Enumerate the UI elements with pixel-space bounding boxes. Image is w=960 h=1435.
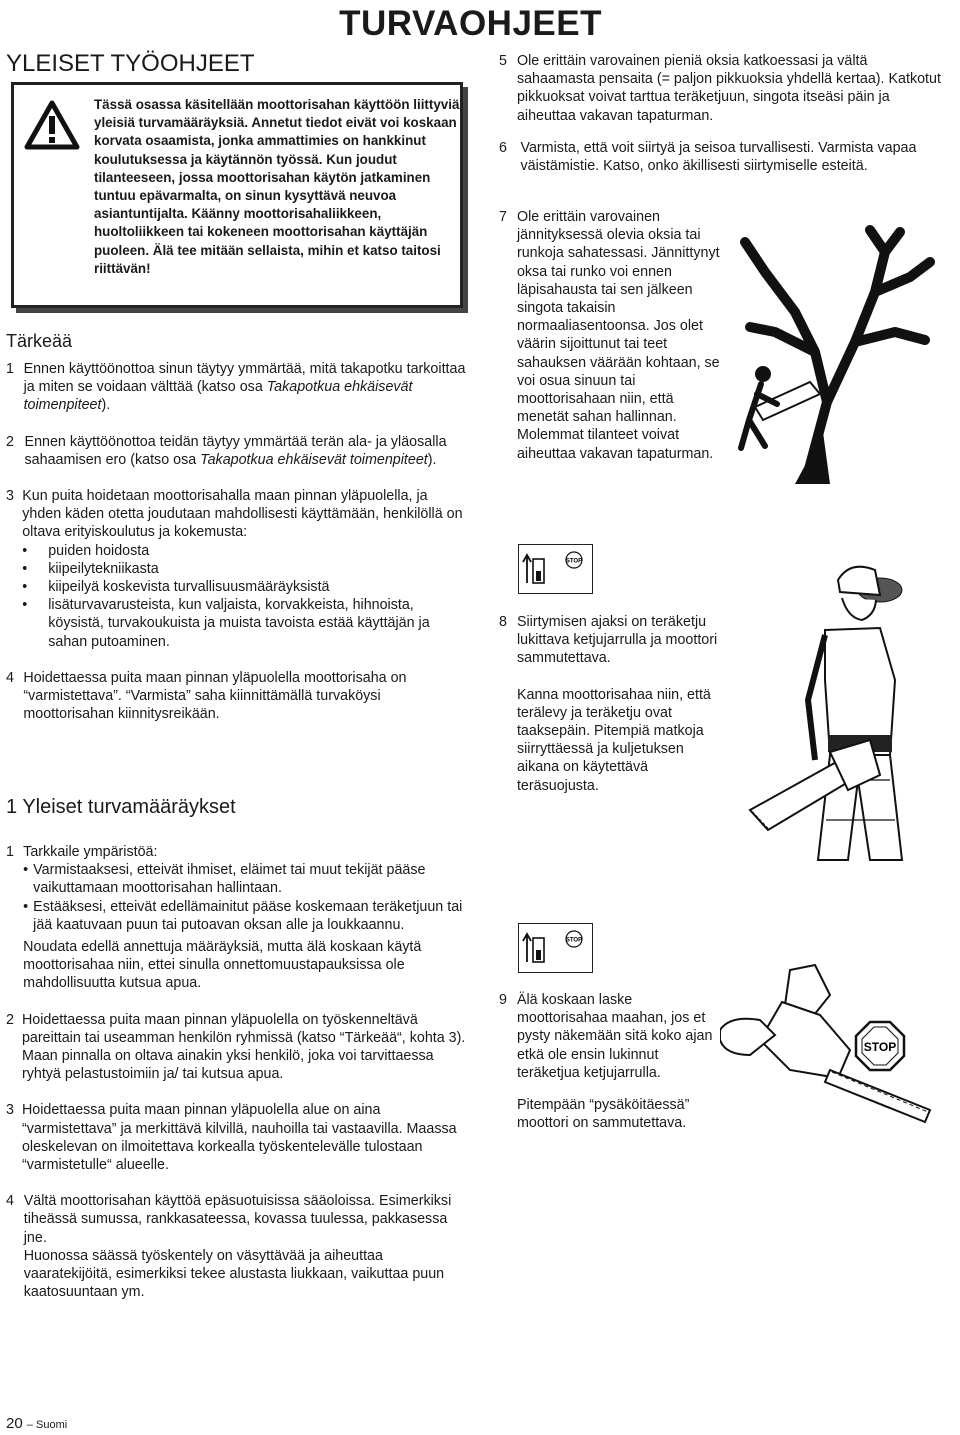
right-item-9: 9 Älä koskaan laske moottorisahaa maahan, jos et pysty näkemään sitä koko ajan etkä ole ensin lukinnut teräketjua ketjujarrulla. Pitempään “pysäköitäessä” moottori on sammutettava. xyxy=(499,992,713,1132)
warning-icon xyxy=(24,100,80,150)
page-header-title: TURVAOHJEET xyxy=(339,4,602,43)
chain-brake-icon xyxy=(519,545,592,593)
right-item-8: 8 Siirtymisen ajaksi on teräketju lukittava ketjujarrulla ja moottori sammutettava. Kanna moottorisahaa niin, että terälevy ja teräketju ovat taaksepäin. Pitempiä matkoja siirryttäessä ja kuljetuksen aikana on käytettävä teräsuojusta. xyxy=(499,614,718,794)
important-item-4: 4 Hoidettaessa puita maan pinnan yläpuolella moottorisaha on “varmistettava”. “Varmista” saha kiinnittämällä turvaköysi moottorisahan kiinnitysreikään. xyxy=(6,669,407,723)
important-item-2: 2 Ennen käyttöönottoa teidän täytyy ymmärtää terän ala- ja yläosalla sahaamisen ero (katso osa Takapotkua ehkäisevät toimenpiteet). xyxy=(6,433,447,468)
chainsaw-stop-illustration xyxy=(720,960,950,1125)
list-item: • kiipeilytekniikasta xyxy=(22,560,466,578)
important-item-3-bullets xyxy=(22,542,466,651)
list-item: • kiipeilyä koskevista turvallisuusmääräyksistä xyxy=(22,578,466,596)
chain-brake-stop-symbol-2 xyxy=(518,923,593,973)
general-item-3: 3 Hoidettaessa puita maan pinnan yläpuolella alue on aina “varmistettava” ja merkittävä kilvillä, nauhoilla tai vastaavilla. Maassa oleskelevan on ilmoitettava korkealla työskentelevälle tulostaan “varmistetulle“ alueelle. xyxy=(6,1102,457,1174)
general-item-4: 4 Vältä moottorisahan käyttöä epäsuotuisissa sääoloissa. Esimerkiksi tiheässä sumussa, rankkasateessa, kovassa tuulessa, pakkasessa jne. Huonossa säässä työskentely on väsyttävää ja aiheuttaa vaaratekijöitä, esimerkiksi tekee alustasta liukkaan, vaikuttaa puun kaatosuuntaan ym. xyxy=(6,1193,452,1301)
page-footer xyxy=(6,1415,67,1432)
important-title: Tärkeää xyxy=(6,331,73,351)
general-item-1-bullets xyxy=(23,861,466,934)
important-item-3: 3 Kun puita hoidetaan moottorisahalla maan pinnan yläpuolella, ja yhden käden otetta joudutaan mahdollisesti käyttämään, henkilöllä on oltava erityiskoulutus ja kokemusta: • puiden hoidosta • kiipeilytekniikasta • kiipeilyä koskevista turvallisuusmääräyksistä • lisäturvavarusteista, kun valjaista, korvakkeista, hihnoista, köysistä, turvakoukuista ja muista tavoista estää käyttäjän ja sahan putoaminen. xyxy=(6,487,466,651)
stop-sign-label: STOP xyxy=(863,1040,897,1054)
worker-carrying-chainsaw-illustration xyxy=(730,540,955,865)
chain-brake-icon xyxy=(519,924,592,972)
right-item-7: 7 Ole erittäin varovainen jännityksessä olevia oksia tai runkoja sahatessasi. Jännittynyt oksa tai runko voi ennen läpisahausta tai sen jälkeen singota takaisin normaaliasentoonsa. Jos olet väärin sijoittunut tai teet sahauksen väärään kohtaan, se voi osua sinuun tai moottorisahaan niin, että menetät sahan hallinnan. Molemmat tilanteet voivat aiheuttaa vakavan tapaturman. xyxy=(499,209,720,462)
list-item: • Varmistaaksesi, etteivät ihmiset, eläimet tai muut tekijät pääse vaikuttamaan moottorisahan hallintaan. xyxy=(23,861,466,897)
general-item-1: 1 Tarkkaile ympäristöä: • Varmistaaksesi, etteivät ihmiset, eläimet tai muut tekijät pääse vaikuttamaan moottorisahan hallintaan. • Estääksesi, etteivät edellämainitut pääse koskemaan teräketjuun tai jää kaatuvaan puun tai putoavan oksan alle ja loukkaannu. Noudata edellä annettuja määräyksiä, mutta älä koskaan käytä moottorisahaa niin, ettei sinulla onnettomuustapauksissa ole mahdollisuutta kutsua apua. xyxy=(6,843,466,993)
section-title: YLEISET TYÖOHJEET xyxy=(6,50,255,77)
stop-sign-label: STOP xyxy=(565,937,583,944)
chain-brake-stop-symbol xyxy=(518,544,593,594)
important-list xyxy=(6,360,466,723)
important-item-1: 1 Ennen käyttöönottoa sinun täytyy ymmärtää, mitä takapotku tarkoittaa ja miten se voidaan välttää (katso osa Takapotkua ehkäisevät toimenpiteet). xyxy=(6,361,466,414)
stop-sign-label: STOP xyxy=(565,558,583,565)
page-number: 20 xyxy=(6,1415,23,1432)
right-item-5: 5 Ole erittäin varovainen pieniä oksia katkoessasi ja vältä sahaamasta pensaita (= paljon pikkuoksia yhdellä kertaa). Katkotut pikkuoksat voivat tarttua teräketjuun, singota itseäsi päin ja aiheuttaa vakavan tapaturman. xyxy=(499,53,941,124)
list-item: • Estääksesi, etteivät edellämainitut pääse koskemaan teräketjuun tai jää kaatuvaan puun tai putoavan oksan alle ja loukkaannu. xyxy=(23,898,466,934)
warning-text: Tässä osassa käsitellään moottorisahan käyttöön liittyviä yleisiä turvamääräyksiä. Annetut tiedot eivät voi koskaan korvata osaamista, jonka ammattimies on hankkinut koulutuksessa ja käytännön työssä. Kun joudut tilanteeseen, jossa moottorisahan käytön jatkaminen tuntuu epävarmalta, on sinun kysyttävä neuvoa asiantuntijalta. Käänny moottorisahaliikkeen, huoltoliikkeen tai kokeneen moottorisahan käyttäjän puoleen. Älä tee mitään sellaista, mihin et katso taitosi riittävän! xyxy=(94,97,460,276)
right-item-6: 6 Varmista, että voit siirtyä ja seisoa turvallisesti. Varmista vapaa väistämistie. Katso, onko äkillisesti siirtymiselle esteitä. xyxy=(499,140,917,175)
general-item-2: 2 Hoidettaessa puita maan pinnan yläpuolella on työskenneltävä pareittain tai useamman henkilön ryhmissä (katso “Tärkeää“, kohta 3). Maan pinnalla on oltava ainakin yksi henkilö, joka voi tarvittaessa ryhtyä pelastustoimiin ja/ tai kutsua apua. xyxy=(6,1011,466,1083)
tree-kickback-illustration xyxy=(735,222,935,484)
list-item: • lisäturvavarusteista, kun valjaista, korvakkeista, hihnoista, köysistä, turvakoukuista ja muista tavoista estää käyttäjän ja sahan putoaminen. xyxy=(22,596,466,651)
list-item: • puiden hoidosta xyxy=(22,542,466,560)
general-list xyxy=(6,843,466,1301)
general-title: 1 Yleiset turvamääräykset xyxy=(6,796,236,818)
footer-language: – Suomi xyxy=(26,1419,68,1431)
